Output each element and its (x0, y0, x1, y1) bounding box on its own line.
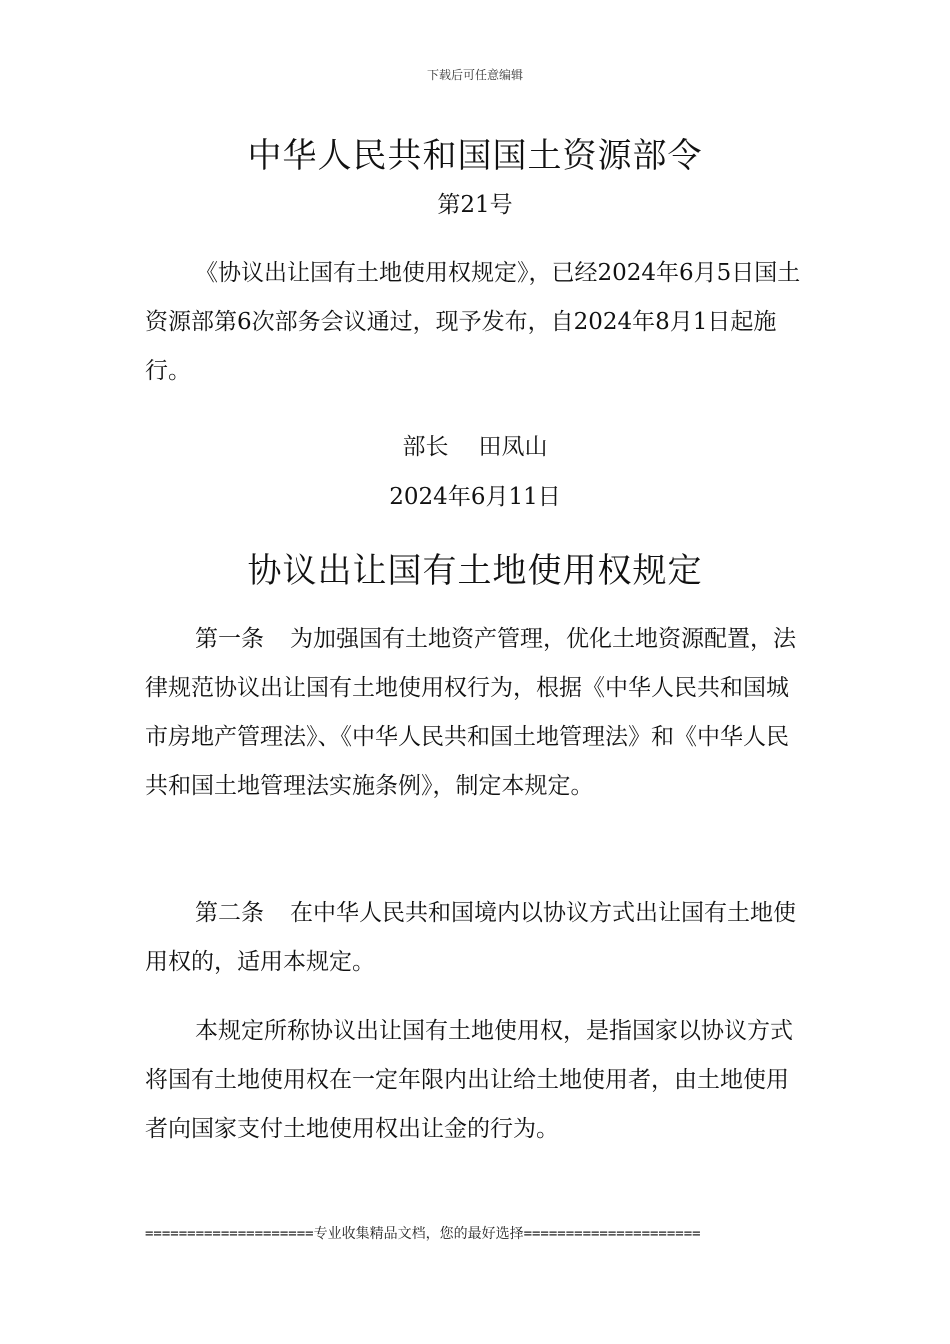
article-2-text: 在中华人民共和国境内以协议方式出让国有土地使用权的，适用本规定。 (145, 900, 796, 975)
article-2 (145, 889, 805, 987)
sign-date: 2024年6月11日 (389, 484, 561, 510)
footer-banner: ====================专业收集精品文档，您的最好选择===================== (145, 1226, 701, 1242)
article-2-label: 第二条 (195, 900, 264, 926)
decree-intro: 《协议出让国有土地使用权规定》，已经2024年6月5日国土资源部第6次部务会议通过，现予发布，自2024年8月1日起施行。 (145, 260, 801, 384)
article-2-paragraph-2: 本规定所称协议出让国有土地使用权，是指国家以协议方式将国有土地使用权在一定年限内出让给土地使用者，由土地使用者向国家支付土地使用权出让金的行为。 (145, 1018, 793, 1142)
article-1-label: 第一条 (195, 626, 264, 652)
article-1 (145, 615, 805, 811)
decree-number: 第21号 (437, 192, 513, 218)
decree-title: 中华人民共和国国土资源部令 (247, 136, 703, 176)
signer-title: 部长 (402, 434, 449, 460)
header-note: 下载后可任意编辑 (426, 68, 523, 82)
signer-line (0, 428, 950, 461)
signer-name: 田凤山 (478, 434, 548, 460)
regulation-title: 协议出让国有土地使用权规定 (247, 551, 703, 591)
article-1-text: 为加强国有土地资产管理，优化土地资源配置，法律规范协议出让国有土地使用权行为，根据《中华人民共和国城市房地产管理法》、《中华人民共和国土地管理法》和《中华人民共和国土地管理法实施条例》，制定本规定。 (145, 626, 796, 799)
